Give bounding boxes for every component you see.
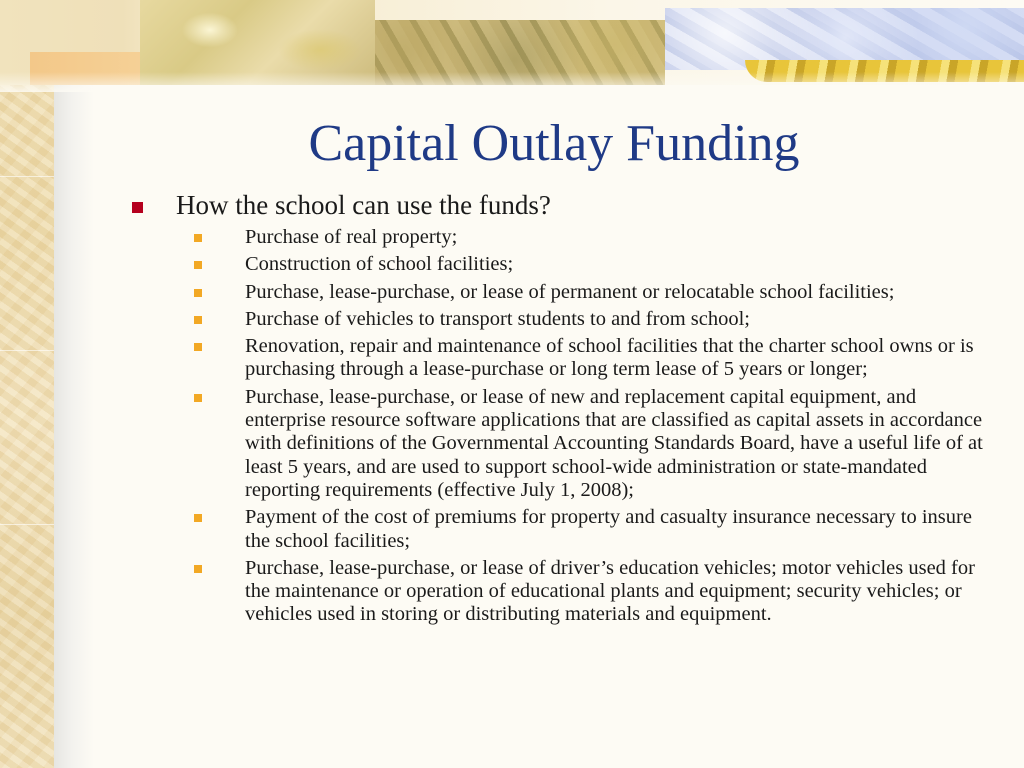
decorative-banner: [0, 0, 1024, 85]
level1-bullet-item: [128, 188, 998, 222]
banner-bottom-fade: [0, 72, 1024, 92]
left-shadow-fade: [54, 0, 94, 768]
sub-bullet-text: Payment of the cost of premiums for property and casualty insurance necessary to insure the school facilities;: [245, 506, 972, 552]
small-square-bullet-icon: [194, 394, 202, 402]
sub-bullet-item: [194, 308, 998, 331]
sub-bullet-item: [194, 281, 998, 304]
sub-bullet-list: [128, 226, 998, 627]
sub-bullet-text: Purchase, lease-purchase, or lease of new and replacement capital equipment, and enterprise resource software applications that are classified as capital assets in accordance with definitions of the Governmental Accounting Standards Board, have a useful life of at least 5 years, and are used to support school-wide administration or state-mandated reporting requirements (effective July 1, 2008);: [245, 385, 983, 501]
sub-bullet-item: [194, 253, 998, 276]
sub-bullet-text: Purchase of real property;: [245, 226, 458, 248]
small-square-bullet-icon: [194, 343, 202, 351]
small-square-bullet-icon: [194, 316, 202, 324]
sub-bullet-text: Purchase of vehicles to transport students to and from school;: [245, 307, 750, 330]
small-square-bullet-icon: [194, 261, 202, 269]
left-parchment-strip: [0, 0, 54, 768]
small-square-bullet-icon: [194, 565, 202, 573]
sub-bullet-item: [194, 226, 998, 249]
sub-bullet-text: Purchase, lease-purchase, or lease of driver’s education vehicles; motor vehicles used for the maintenance or operation of educational plants and equipment; security vehicles; or vehicles used in storing or distributing materials and equipment.: [245, 556, 975, 626]
sub-bullet-item: [194, 557, 998, 627]
sub-bullet-item: [194, 506, 998, 553]
sub-bullet-text: Construction of school facilities;: [245, 253, 514, 276]
sub-bullet-item: [194, 386, 998, 502]
strip-seam: [0, 176, 54, 177]
small-square-bullet-icon: [194, 234, 202, 242]
small-square-bullet-icon: [194, 514, 202, 522]
sub-bullet-text: Renovation, repair and maintenance of school facilities that the charter school owns or is purchasing through a lease-purchase or long term lease of 5 years or longer;: [245, 335, 974, 381]
small-square-bullet-icon: [194, 289, 202, 297]
slide-title: Capital Outlay Funding: [308, 115, 800, 172]
bullet-content: [128, 188, 998, 631]
strip-seam: [0, 524, 54, 525]
strip-seam: [0, 350, 54, 351]
sub-bullet-item: [194, 335, 998, 382]
square-bullet-icon: [132, 202, 143, 213]
sub-bullet-text: Purchase, lease-purchase, or lease of permanent or relocatable school facilities;: [245, 280, 895, 303]
level1-bullet-text: How the school can use the funds?: [176, 190, 551, 220]
